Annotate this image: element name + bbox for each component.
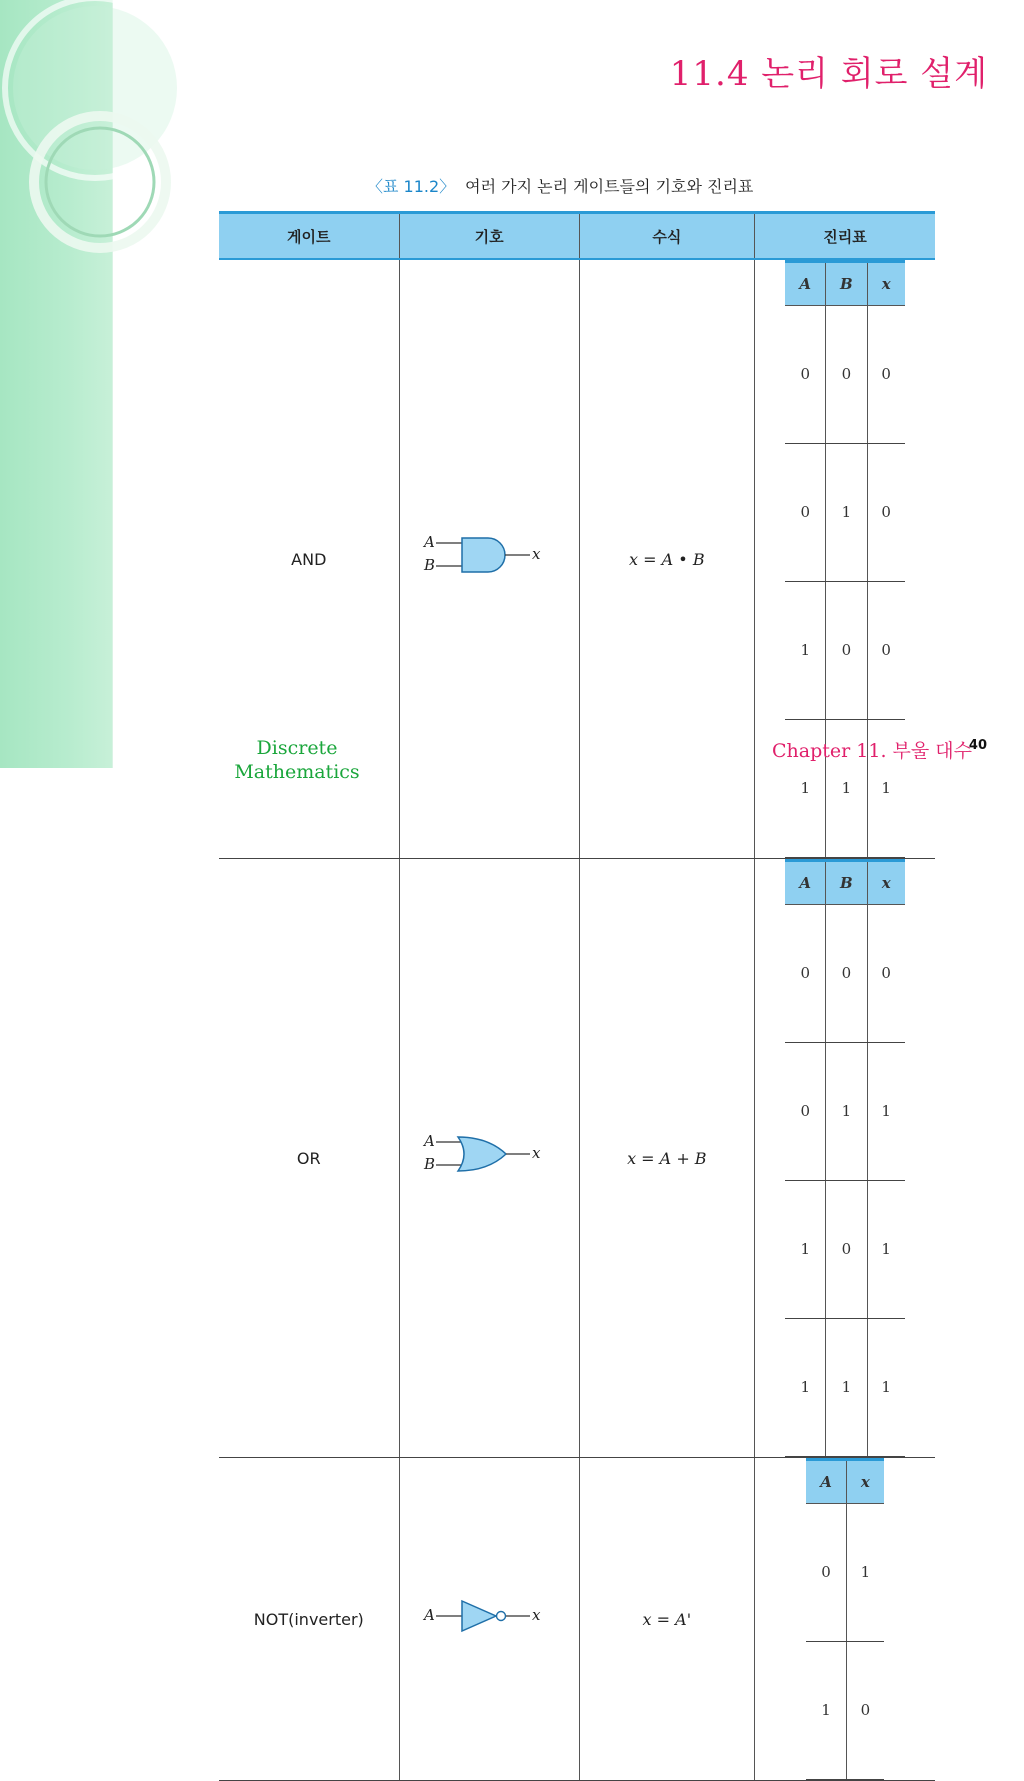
gate-symbol	[399, 259, 579, 859]
gate-symbol	[399, 859, 579, 1458]
gate-symbol	[399, 1458, 579, 1781]
svg-text:x: x	[532, 545, 541, 563]
table-row-not	[219, 1458, 935, 1781]
svg-text:B: B	[424, 556, 436, 574]
gate-expression: x = A + B	[579, 859, 755, 1458]
gate-name: OR	[219, 859, 399, 1458]
gate-name: AND	[219, 259, 399, 859]
gate-name: NOT(inverter)	[219, 1458, 399, 1781]
truth-table-and: A B x 0 0 0 0 1 0 1 0 0 1 1 1	[785, 260, 904, 858]
svg-text:A: A	[424, 533, 435, 551]
truth-table-cell	[755, 859, 935, 1458]
page-number: 40	[968, 738, 987, 753]
truth-table-cell	[755, 259, 935, 859]
caption-text: 여러 가지 논리 게이트들의 기호와 진리표	[465, 177, 754, 196]
truth-table-not: A x 0 1 1 0	[806, 1458, 884, 1780]
svg-text:A: A	[424, 1606, 435, 1624]
and-gate-icon	[414, 527, 564, 587]
decorative-sidebar	[0, 0, 113, 768]
gate-expression: x = A • B	[579, 259, 755, 859]
gate-expression: x = A'	[579, 1458, 755, 1781]
svg-text:A: A	[424, 1132, 435, 1150]
slide-title: 11.4 논리 회로 설계	[669, 54, 988, 94]
svg-text:x: x	[532, 1144, 541, 1162]
svg-text:x: x	[532, 1606, 541, 1624]
header-truth-table: 진리표	[755, 213, 935, 260]
header-gate: 게이트	[219, 213, 399, 260]
table-caption	[367, 174, 753, 197]
decorative-rings-icon	[0, 0, 112, 768]
or-gate-icon	[414, 1126, 564, 1186]
footer-course-title: Discrete Mathematics	[234, 737, 360, 783]
logic-gate-table	[219, 211, 935, 1781]
header-expression: 수식	[579, 213, 755, 260]
truth-table-cell	[755, 1458, 935, 1781]
footer-chapter: Chapter 11. 부울 대수	[772, 740, 972, 762]
table-row-or	[219, 859, 935, 1458]
svg-text:B: B	[424, 1155, 436, 1173]
header-symbol: 기호	[399, 213, 579, 260]
table-header-row	[219, 213, 935, 260]
not-gate-icon	[414, 1587, 564, 1647]
table-number: 〈표 11.2〉	[367, 177, 456, 196]
truth-table-or: A B x 0 0 0 0 1 1 1 0 1 1 1 1	[785, 859, 904, 1457]
